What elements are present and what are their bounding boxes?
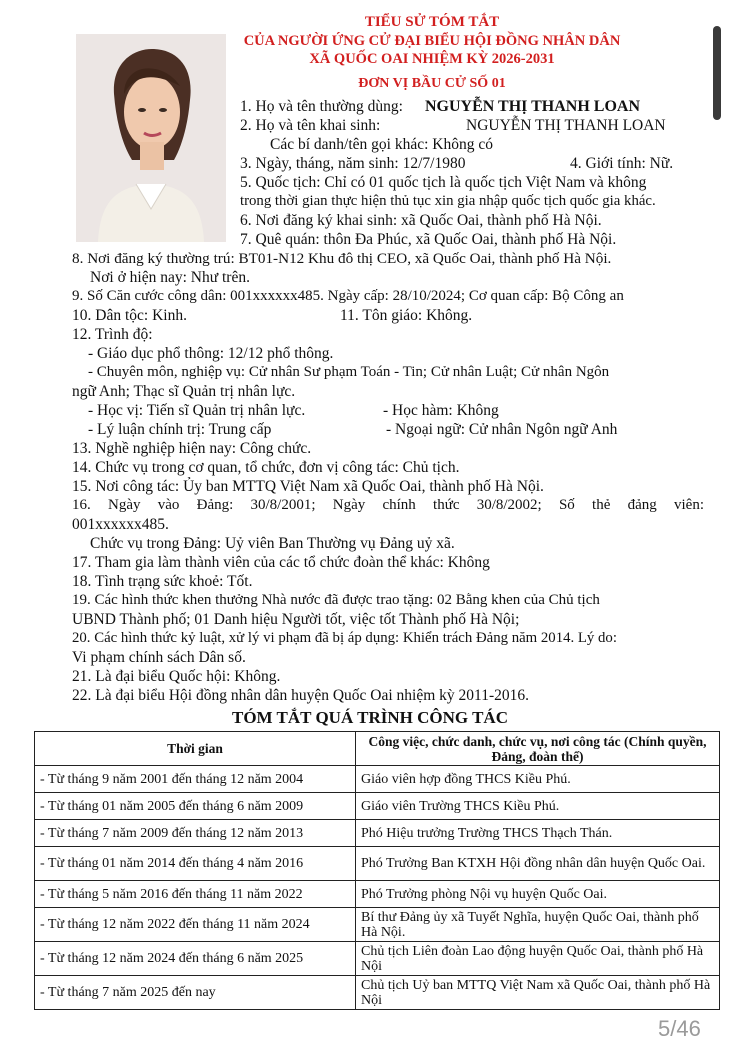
doc-title: TIỂU SỬ TÓM TẮT bbox=[364, 14, 500, 30]
bio-nationality: 5. Quốc tịch: Chỉ có 01 quốc tịch là quốc tịch Việt Nam và không bbox=[240, 174, 647, 191]
birth-name: NGUYỄN THỊ THANH LOAN bbox=[466, 117, 666, 134]
bio-hometown: 7. Quê quán: thôn Đa Phúc, xã Quốc Oai, thành phố Hà Nội. bbox=[240, 231, 617, 248]
work-history-table bbox=[34, 731, 720, 1010]
bio-current-address: Nơi ở hiện nay: Như trên. bbox=[90, 269, 250, 286]
bio-ethnicity: 10. Dân tộc: Kinh. bbox=[72, 307, 187, 324]
bio-council-delegate: 22. Là đại biểu Hội đồng nhân dân huyện Quốc Oai nhiệm kỳ 2011-2016. bbox=[72, 687, 530, 704]
row-time: - Từ tháng 9 năm 2001 đến tháng 12 năm 2004 bbox=[35, 766, 356, 793]
bio-political-theory: - Lý luận chính trị: Trung cấp bbox=[88, 421, 272, 438]
candidate-photo bbox=[76, 34, 226, 242]
doc-subtitle: CỦA NGƯỜI ỨNG CỬ ĐẠI BIỂU HỘI ĐỒNG NHÂN DÂN bbox=[243, 33, 621, 49]
bio-party-join: 16. Ngày vào Đảng: 30/8/2001; Ngày chính thức 30/8/2002; Số thẻ đảng viên: bbox=[72, 497, 704, 513]
bio-aliases: Các bí danh/tên gọi khác: Không có bbox=[270, 136, 493, 153]
bio-awards-cont: UBND Thành phố; 01 Danh hiệu Người tốt, việc tốt Thành phố Hà Nội; bbox=[72, 611, 520, 628]
election-unit: ĐƠN VỊ BẦU CỬ SỐ 01 bbox=[358, 76, 506, 91]
doc-term: XÃ QUỐC OAI NHIỆM KỲ 2026-2031 bbox=[309, 51, 555, 67]
table-row bbox=[35, 766, 720, 793]
bio-birth-registration: 6. Nơi đăng ký khai sinh: xã Quốc Oai, thành phố Hà Nội. bbox=[240, 212, 602, 229]
bio-birthdate: 3. Ngày, tháng, năm sinh: 12/7/1980 bbox=[240, 155, 466, 172]
bio-professional-cont: ngữ Anh; Thạc sĩ Quản trị nhân lực. bbox=[72, 383, 296, 400]
table-row bbox=[35, 847, 720, 881]
bio-national-assembly: 21. Là đại biểu Quốc hội: Không. bbox=[72, 668, 281, 685]
bio-general-education: - Giáo dục phổ thông: 12/12 phổ thông. bbox=[88, 345, 334, 362]
row-work: Phó Hiệu trưởng Trường THCS Thạch Thán. bbox=[356, 820, 720, 847]
row-time: - Từ tháng 12 năm 2024 đến tháng 6 năm 2025 bbox=[35, 942, 356, 976]
row-work: Bí thư Đảng ủy xã Tuyết Nghĩa, huyện Quốc Oai, thành phố Hà Nội. bbox=[356, 908, 720, 942]
row-work: Chủ tịch Liên đoàn Lao động huyện Quốc Oai, thành phố Hà Nội bbox=[356, 942, 720, 976]
row-work: Giáo viên Trường THCS Kiều Phú. bbox=[356, 793, 720, 820]
page-indicator: 5/46 bbox=[658, 1016, 701, 1041]
row-work: Phó Trưởng phòng Nội vụ huyện Quốc Oai. bbox=[356, 881, 720, 908]
table-row bbox=[35, 976, 720, 1010]
row-work: Chủ tịch Uỷ ban MTTQ Việt Nam xã Quốc Oai, thành phố Hà Nội bbox=[356, 976, 720, 1010]
row-time: - Từ tháng 5 năm 2016 đến tháng 11 năm 2022 bbox=[35, 881, 356, 908]
table-row bbox=[35, 820, 720, 847]
bio-1-label: 1. Họ và tên thường dùng: bbox=[240, 98, 403, 115]
bio-occupation: 13. Nghề nghiệp hiện nay: Công chức. bbox=[72, 440, 312, 457]
bio-professional: - Chuyên môn, nghiệp vụ: Cử nhân Sư phạm Toán - Tin; Cử nhân Luật; Cử nhân Ngôn bbox=[88, 364, 610, 380]
history-title: TÓM TẮT QUÁ TRÌNH CÔNG TÁC bbox=[232, 708, 508, 727]
bio-residence: 8. Nơi đăng ký thường trú: BT01-N12 Khu đô thị CEO, xã Quốc Oai, thành phố Hà Nội. bbox=[72, 250, 612, 267]
bio-education-heading: 12. Trình độ: bbox=[72, 326, 153, 343]
bio-organizations: 17. Tham gia làm thành viên của các tổ chức đoàn thể khác: Không bbox=[72, 554, 490, 571]
bio-academic-title: - Học hàm: Không bbox=[383, 402, 499, 419]
bio-foreign-language: - Ngoại ngữ: Cử nhân Ngôn ngữ Anh bbox=[386, 421, 618, 438]
bio-degree: - Học vị: Tiến sĩ Quản trị nhân lực. bbox=[88, 402, 306, 419]
table-row bbox=[35, 881, 720, 908]
bio-id-card: 9. Số Căn cước công dân: 001xxxxxx485. Ngày cấp: 28/10/2024; Cơ quan cấp: Bộ Công an bbox=[72, 288, 624, 304]
bio-party-position: Chức vụ trong Đảng: Uỷ viên Ban Thường vụ Đảng uỷ xã. bbox=[90, 535, 455, 552]
row-time: - Từ tháng 7 năm 2009 đến tháng 12 năm 2013 bbox=[35, 820, 356, 847]
table-header-row bbox=[35, 732, 720, 766]
col-time-header: Thời gian bbox=[35, 732, 356, 766]
bio-2-label: 2. Họ và tên khai sinh: bbox=[240, 117, 381, 134]
row-work: Phó Trưởng Ban KTXH Hội đồng nhân dân huyện Quốc Oai. bbox=[356, 847, 720, 881]
bio-discipline: 20. Các hình thức kỷ luật, xử lý vi phạm đã bị áp dụng: Khiển trách Đảng năm 2014. Lý do: bbox=[72, 630, 617, 646]
bio-nationality-cont: trong thời gian thực hiện thủ tục xin gia nhập quốc tịch quốc gia khác. bbox=[240, 193, 656, 209]
bio-gender: 4. Giới tính: Nữ. bbox=[570, 155, 674, 172]
bio-party-card: 001xxxxxx485. bbox=[72, 516, 169, 533]
bio-health: 18. Tình trạng sức khoẻ: Tốt. bbox=[72, 573, 253, 590]
col-work-header: Công việc, chức danh, chức vụ, nơi công tác (Chính quyền, Đảng, đoàn thể) bbox=[356, 732, 720, 766]
bio-religion: 11. Tôn giáo: Không. bbox=[340, 307, 473, 324]
table-row bbox=[35, 908, 720, 942]
bio-discipline-cont: Vi phạm chính sách Dân số. bbox=[72, 649, 246, 666]
row-time: - Từ tháng 7 năm 2025 đến nay bbox=[35, 976, 356, 1010]
table-row bbox=[35, 942, 720, 976]
bio-position: 14. Chức vụ trong cơ quan, tổ chức, đơn vị công tác: Chủ tịch. bbox=[72, 459, 460, 476]
bio-workplace: 15. Nơi công tác: Ủy ban MTTQ Việt Nam xã Quốc Oai, thành phố Hà Nội. bbox=[72, 478, 544, 495]
row-time: - Từ tháng 12 năm 2022 đến tháng 11 năm 2024 bbox=[35, 908, 356, 942]
portrait-image bbox=[76, 34, 226, 242]
common-name: NGUYỄN THỊ THANH LOAN bbox=[425, 98, 640, 115]
bio-awards: 19. Các hình thức khen thưởng Nhà nước đã được trao tặng: 02 Bằng khen của Chủ tịch bbox=[72, 592, 600, 608]
scrollbar-thumb[interactable] bbox=[713, 26, 721, 120]
table-row bbox=[35, 793, 720, 820]
row-time: - Từ tháng 01 năm 2005 đến tháng 6 năm 2009 bbox=[35, 793, 356, 820]
row-work: Giáo viên hợp đồng THCS Kiều Phú. bbox=[356, 766, 720, 793]
row-time: - Từ tháng 01 năm 2014 đến tháng 4 năm 2016 bbox=[35, 847, 356, 881]
